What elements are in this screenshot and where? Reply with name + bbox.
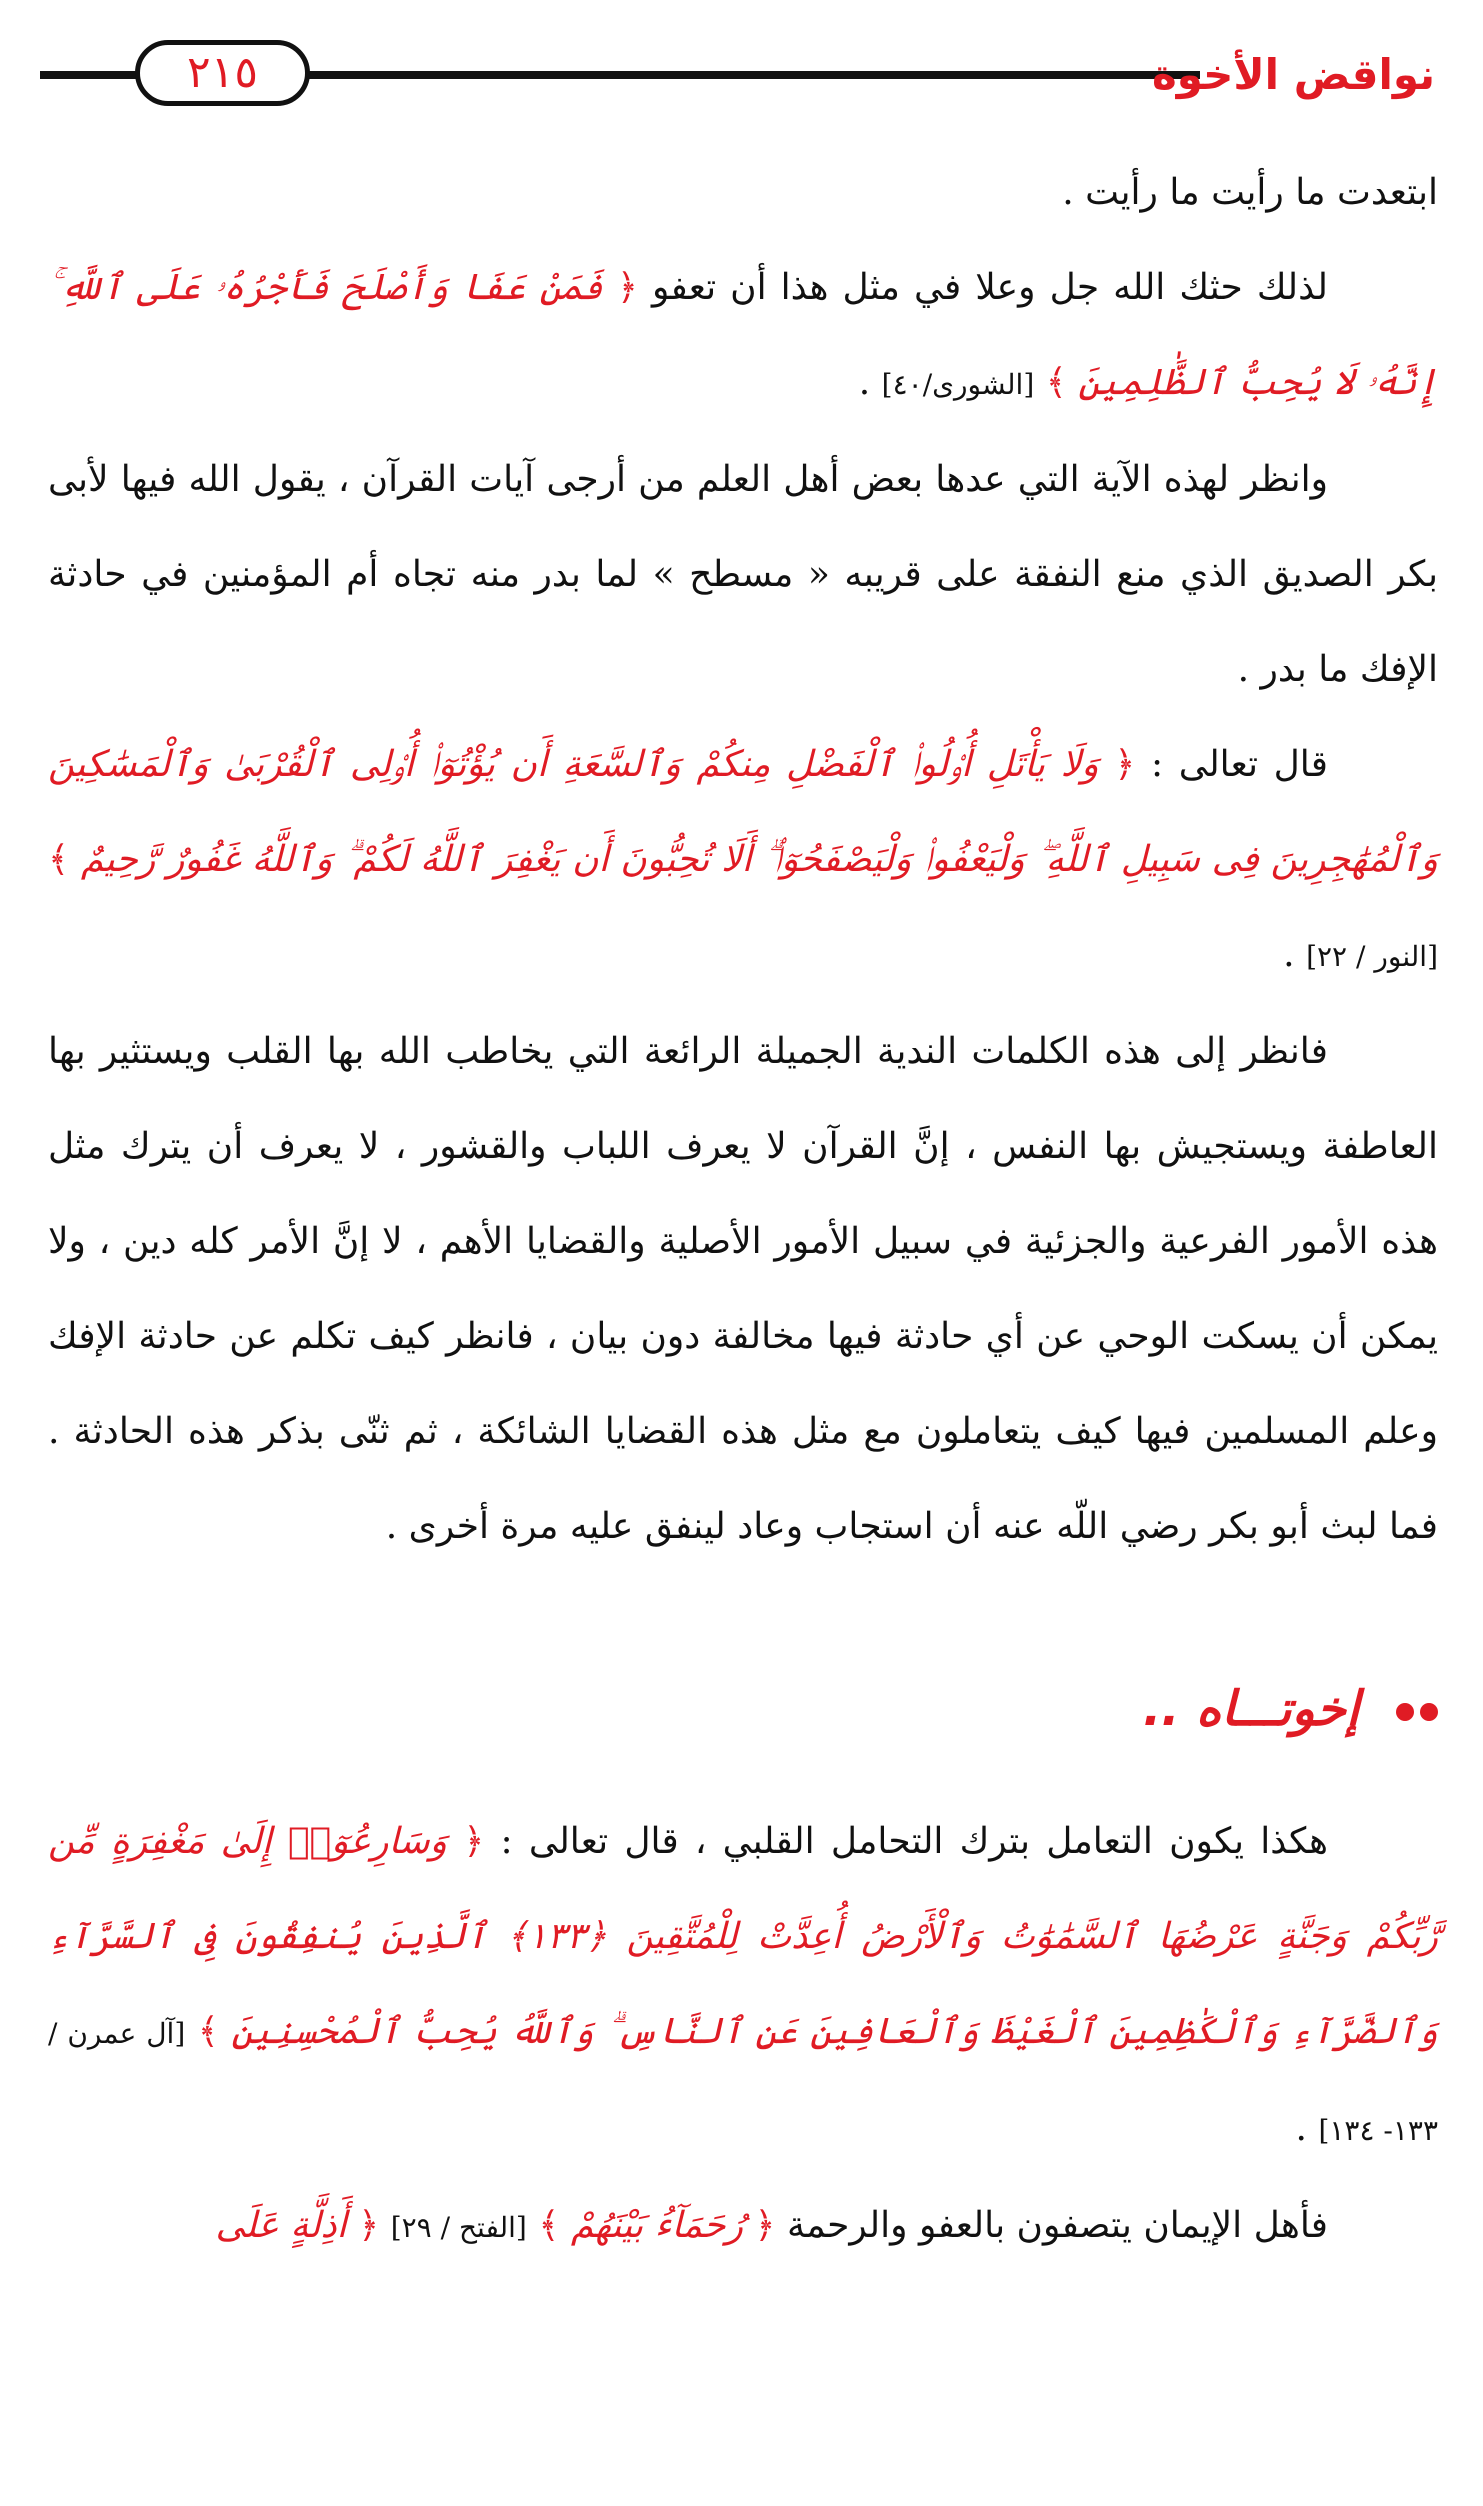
paragraph-with-verse [48,2178,1438,2275]
quran-verse-continued: أَذِلَّةٍ عَلَى [215,2205,347,2246]
verse-reference: [آل عمرن / ١٣٣- ١٣٤] [48,2017,1438,2147]
verse-reference: [الفتح / ٢٩] [390,2211,527,2244]
paragraph-intro: قال تعالى : [1150,744,1328,785]
section-heading-text: إخوتـــاه .. [1142,1681,1360,1737]
paragraph [48,432,1438,717]
sentence-end: . [858,362,871,403]
paragraph-with-verse [48,1794,1438,2178]
section-heading [48,1664,1438,1754]
quran-bracket-open: ﴿ [463,1821,485,1862]
quran-bracket-open: ﴿ [754,2205,776,2246]
quran-bracket-open: ﴿ [1114,744,1136,785]
quran-verse: فَمَنْ عَفَا وَأَصْلَحَ فَأَجْرُهُۥ عَلَى ٱللَّهِ ۚ إِنَّهُۥ لَا يُحِبُّ ٱلظَّٰلِمِينَ [48,267,1438,403]
paragraph-intro: هكذا يكون التعامل بترك التحامل القلبي ، قال تعالى : [500,1821,1329,1862]
page-header [40,40,1435,110]
paragraph-with-verse [48,717,1438,1004]
quran-verse: وَسَارِعُوٓا۟ إِلَىٰ مَغْفِرَةٍ مِّن رَّبِّكُمْ وَجَنَّةٍ عَرْضُهَا ٱلسَّمَٰوَٰتُ وَٱلْأَرْضُ أُعِدَّتْ لِلْمُتَّقِينَ ﴿١٣٣﴾ ٱلَّذِينَ يُنفِقُونَ فِى ٱلسَّرَّآءِ وَٱلضَّرَّآءِ وَٱلْكَٰظِمِينَ ٱلْغَيْظَ وَٱلْعَافِينَ عَنِ ٱلنَّاسِ ۗ وَٱللَّهُ يُحِبُّ ٱلْمُحْسِنِينَ [48,1821,1439,2052]
quran-bracket-close: ﴾ [1045,362,1067,403]
paragraph [48,145,1438,240]
quran-bracket-open: ﴿ [616,267,638,308]
spacer [48,1574,1438,1634]
quran-verse: رُحَمَآءُ بَيْنَهُمْ [570,2205,743,2246]
paragraph-with-verse [48,240,1438,432]
quran-bracket-close: ﴾ [538,2205,560,2246]
running-title: نواقض الأخوة [1152,50,1435,99]
header-rule-left [40,71,140,79]
paragraph-text: ابتعدت ما رأيت ما رأيت . [1062,172,1438,213]
paragraph [48,1004,1438,1574]
quran-bracket-close: ﴾ [197,2011,219,2052]
header-rule [255,71,1200,79]
quran-verse: وَلَا يَأْتَلِ أُو۟لُوا۟ ٱلْفَضْلِ مِنكُمْ وَٱلسَّعَةِ أَن يُؤْتُوٓا۟ أُو۟لِى ٱلْقُرْبَىٰ وَٱلْمَسَٰكِينَ وَٱلْمُهَٰجِرِينَ فِى سَبِيلِ ٱللَّهِ ۖ وَلْيَعْفُوا۟ وَلْيَصْفَحُوٓا۟ ۗ أَلَا تُحِبُّونَ أَن يَغْفِرَ ٱللَّهُ لَكُمْ ۗ وَٱللَّهُ غَفُورٌ رَّحِيمٌ [48,744,1438,880]
verse-reference: [الشورى/٤٠] [881,368,1035,401]
sentence-end: . [1295,2108,1307,2149]
paragraph-intro: فأهل الإيمان يتصفون بالعفو والرحمة [786,2205,1328,2246]
page-number: ٢١٥ [135,40,310,106]
sentence-end: . [1283,934,1295,975]
bullet-dots-icon [1390,1664,1438,1754]
quran-bracket-open: ﴿ [358,2205,380,2246]
paragraph-intro: لذلك حثك الله جل وعلا في مثل هذا أن تعفو [651,267,1328,308]
paragraph-text: وانظر لهذه الآية التي عدها بعض أهل العلم من أرجى آيات القرآن ، يقول الله فيها لأبى بكر الصديق الذي منع النفقة على قريبه « مسطح » لما بدر منه تجاه أم المؤمنين في حادثة الإفك ما بدر . [48,459,1438,690]
paragraph-text: فانظر إلى هذه الكلمات الندية الجميلة الرائعة التي يخاطب الله بها القلب ويستثير بها العاطفة ويستجيش بها النفس ، إنَّ القرآن لا يعرف اللباب والقشور ، لا يعرف أن يترك مثل هذه الأمور الفرعية والجزئية في سبيل الأمور الأصلية والقضايا الأهم ، لا إنَّ الأمر كله دين ، ولا يمكن أن يسكت الوحي عن أي حادثة فيها مخالفة دون بيان ، فانظر كيف تكلم عن حادثة الإفك وعلم المسلمين فيها كيف يتعاملون مع مثل هذه القضايا الشائكة ، ثم ثنّى بذكر هذه الحادثة . فما لبث أبو بكر رضي اللّه عنه أن استجاب وعاد لينفق عليه مرة أخرى . [48,1031,1438,1547]
quran-bracket-close: ﴾ [48,839,70,880]
verse-reference: [النور / ٢٢] [1306,940,1438,973]
body-text [48,145,1438,2275]
